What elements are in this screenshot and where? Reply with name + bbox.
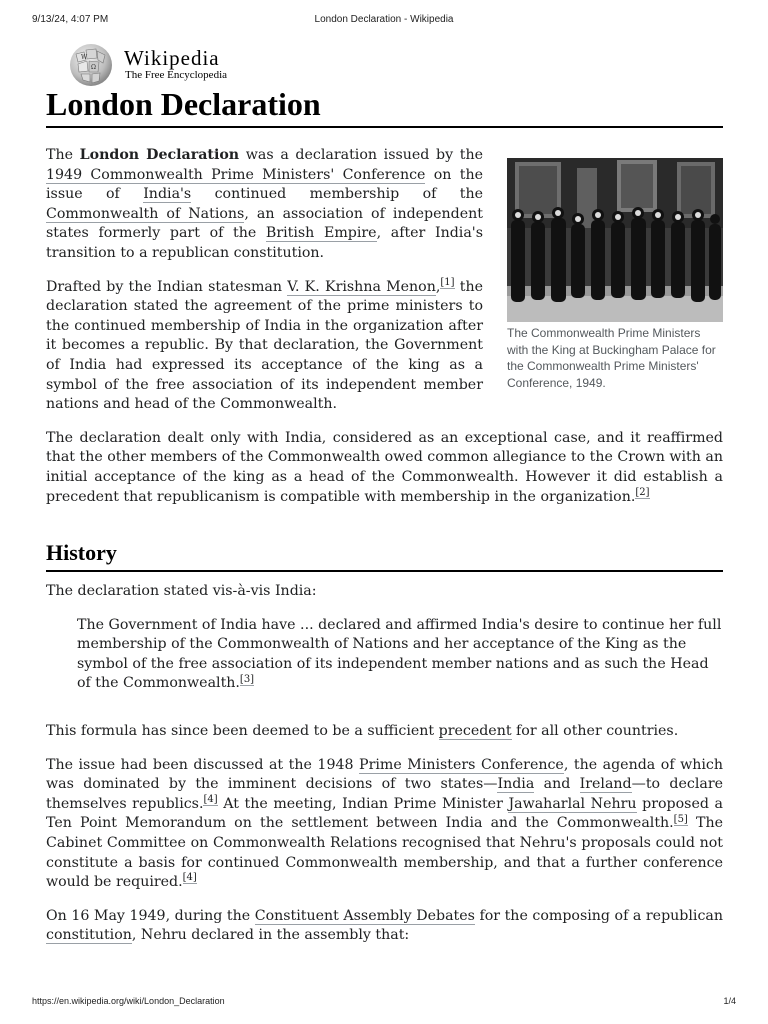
section-heading-history: History — [46, 539, 723, 572]
link-commonwealth-of-nations[interactable]: Commonwealth of Nations — [46, 205, 245, 222]
text: Drafted by the Indian statesman — [46, 278, 288, 295]
commonwealth-photo[interactable] — [507, 158, 723, 322]
print-page-title: London Declaration - Wikipedia — [314, 14, 454, 25]
citation-label: [1] — [440, 276, 455, 288]
link-india[interactable]: India's — [143, 186, 192, 203]
text: proposed a Ten Point Memorandum on the settlement between India and the Commonwealth. — [46, 795, 723, 832]
text: , an association of independent states formerly part of the — [46, 205, 483, 242]
citation-label: [2] — [635, 486, 650, 498]
link-jawaharlal-nehru[interactable]: Jawaharlal Nehru — [508, 795, 637, 812]
svg-text:W: W — [81, 54, 88, 61]
print-header — [32, 14, 736, 28]
text: The issue had been discussed at the 1948 — [46, 756, 360, 773]
text: , the agenda of which was dominated by the imminent decisions of two states— — [46, 756, 723, 793]
link-precedent[interactable]: precedent — [438, 723, 512, 740]
declaration-quote — [77, 616, 723, 694]
text: and — [534, 776, 580, 793]
print-url: https://en.wikipedia.org/wiki/London_Declaration — [32, 996, 225, 1006]
text: for the composing of a republican — [474, 907, 723, 924]
link-constituent-assembly-debates[interactable]: Constituent Assembly Debates — [254, 907, 475, 924]
text: The — [46, 147, 80, 163]
citation-label: [5] — [673, 813, 688, 825]
citation-label: [3] — [239, 673, 255, 685]
citation-3[interactable] — [240, 674, 254, 686]
wikipedia-wordmark: Wikipedia — [124, 46, 220, 70]
text: —to declare themselves republics. — [46, 776, 723, 812]
quote-text: The Government of India have ... declared and affirmed India's desire to continue her full membership of the Commonwealth of Nations and her acceptance of the King as the symbol of the free association of its independent member nations and as such the Head of the Commonwealth. — [77, 616, 722, 692]
link-india-country[interactable]: India — [497, 776, 535, 793]
citation-label: [4] — [182, 872, 197, 884]
citation-4[interactable] — [203, 794, 217, 806]
figure — [507, 158, 723, 391]
text: , — [435, 278, 441, 295]
history-paragraph-3 — [46, 907, 723, 946]
citation-5[interactable] — [674, 814, 688, 826]
history-intro: The declaration stated vis-à-vis India: — [46, 583, 317, 600]
puzzle-globe-icon — [66, 42, 116, 88]
page-title: London Declaration — [46, 84, 723, 128]
link-krishna-menon[interactable]: V. K. Krishna Menon — [287, 278, 436, 295]
wikipedia-tagline: The Free Encyclopedia — [125, 69, 228, 81]
text: for all other countries. — [511, 723, 679, 740]
citation-4b[interactable] — [183, 872, 197, 884]
link-1949-conference[interactable]: 1949 Commonwealth Prime Ministers' Conference — [46, 166, 426, 183]
text: was a declaration issued by the — [239, 147, 483, 163]
text: The declaration dealt only with India, considered as an exceptional case, and it reaffirmed that the other members of the Commonwealth owed common allegiance to the Crown with an initial acceptance of the king as a head of the Commonwealth. However it did establish a precedent that republicanism is compatible with membership in the organization. — [46, 429, 723, 505]
text: the declaration stated the agreement of the prime ministers to the continued membership of India in the organization after it becomes a republic. By that declaration, the Government of India had expressed its acceptance of the king as a symbol of the free association of its independent member nations and head of the Commonwealth. — [46, 278, 483, 413]
article-subject: London Declaration — [79, 147, 240, 163]
citation-label: [4] — [203, 794, 218, 806]
svg-text:Ω: Ω — [91, 64, 96, 71]
text: on the issue of — [46, 166, 483, 203]
citation-1[interactable] — [440, 277, 454, 289]
text: , after India's transition to a republican constitution. — [46, 225, 483, 261]
link-constitution[interactable]: constitution — [46, 927, 132, 944]
text: At the meeting, Indian Prime Minister — [217, 795, 509, 812]
text: , Nehru declared in the assembly that: — [131, 927, 410, 944]
lead-paragraph-3 — [46, 429, 723, 507]
print-datetime: 9/13/24, 4:07 PM — [32, 14, 109, 25]
print-page-number: 1/4 — [723, 996, 736, 1006]
figure-caption: The Commonwealth Prime Ministers with the King at Buckingham Palace for the Commonwealth Prime Ministers' Conference, 1949. — [507, 326, 716, 390]
print-footer — [32, 996, 736, 1010]
article-body — [46, 146, 723, 960]
text: continued membership of the — [191, 186, 483, 203]
link-prime-ministers-conference[interactable]: Prime Ministers Conference — [359, 756, 564, 773]
history-paragraph-1 — [46, 722, 723, 742]
text: On 16 May 1949, during the — [46, 907, 255, 924]
wikipedia-logo[interactable] — [66, 40, 286, 90]
link-british-empire[interactable]: British Empire — [265, 225, 377, 242]
text: The Cabinet Committee on Commonwealth Relations recognised that Nehru's proposals could not constitute a basis for continued Commonwealth membership, and that a further conference would be required. — [46, 815, 723, 891]
link-ireland[interactable]: Ireland — [579, 776, 632, 793]
text: This formula has since been deemed to be a sufficient — [46, 723, 439, 740]
citation-2[interactable] — [635, 487, 649, 499]
history-paragraph-2 — [46, 756, 723, 893]
